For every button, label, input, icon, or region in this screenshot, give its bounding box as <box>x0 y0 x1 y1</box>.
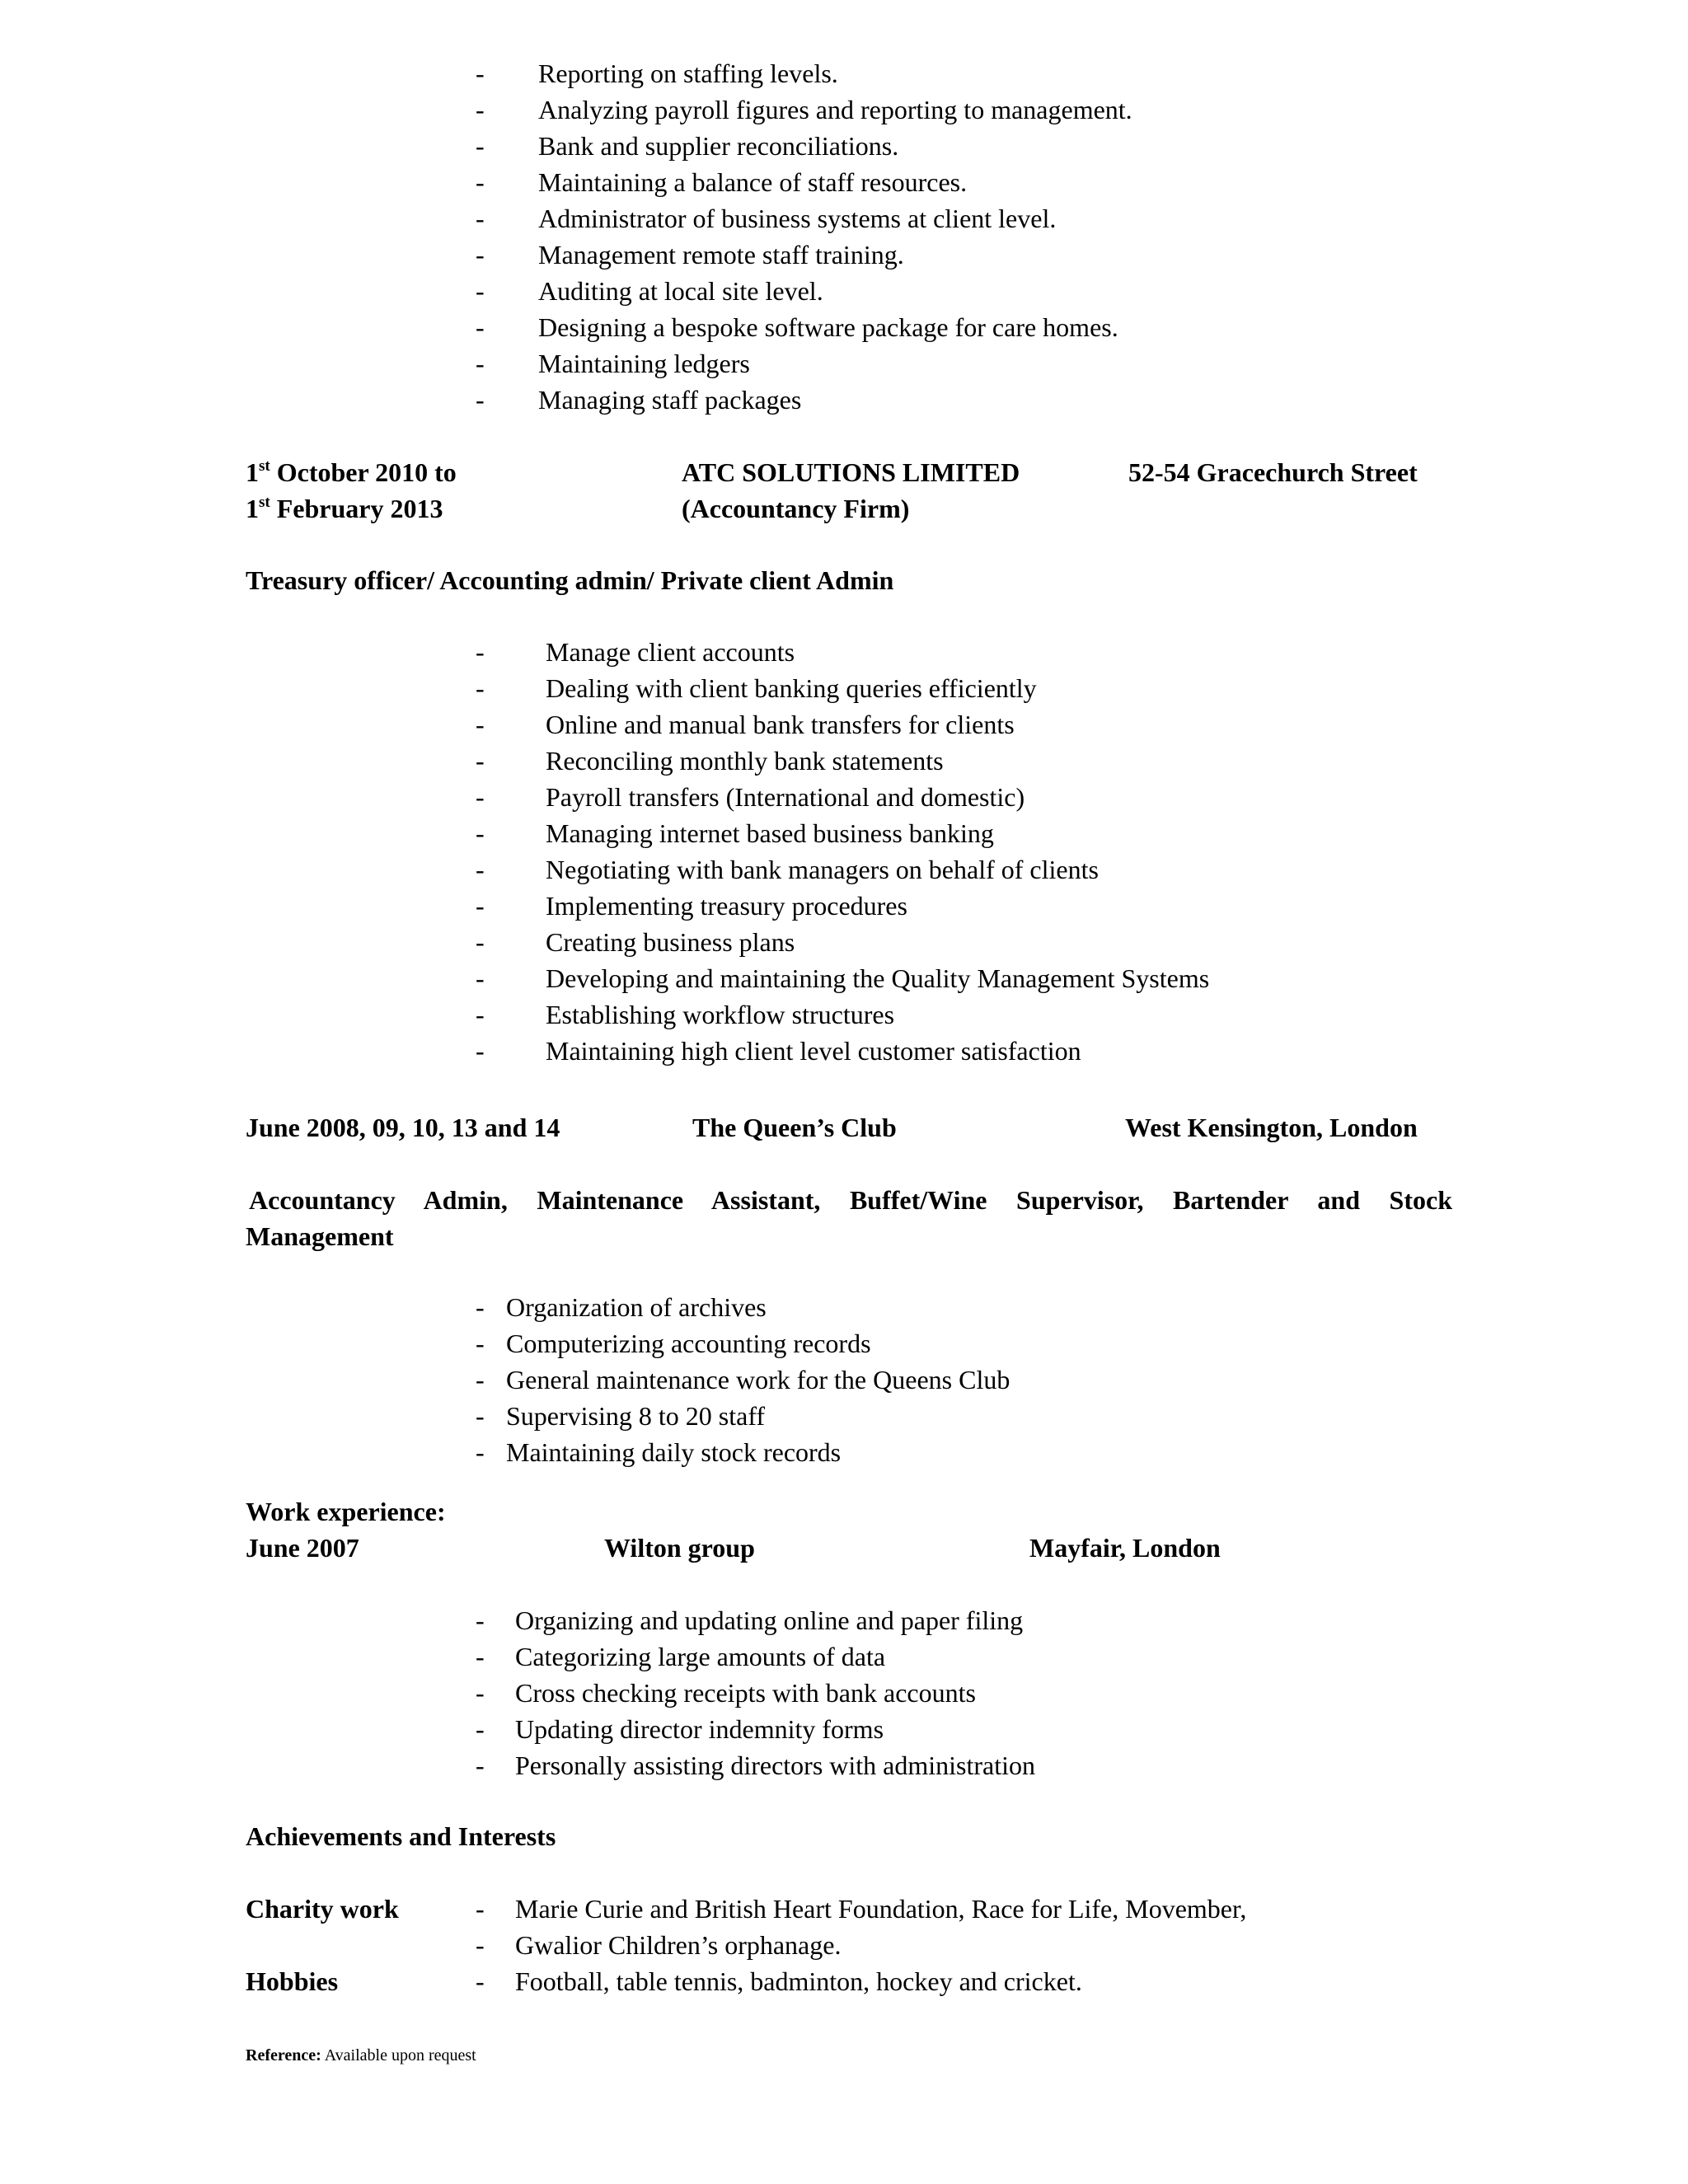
list-item: - Establishing workflow structures <box>476 1000 895 1029</box>
queens-location: West Kensington, London <box>1125 1113 1418 1142</box>
achievements-heading: Achievements and Interests <box>246 1821 556 1851</box>
charity-list <box>476 1896 1246 1968</box>
list-item: - Categorizing large amounts of data <box>476 1642 886 1671</box>
list-item: - Negotiating with bank managers on behalf of clients <box>476 855 1099 884</box>
list-item: - Gwalior Children’s orphanage. <box>476 1930 842 1960</box>
wilton-company: Wilton group <box>604 1533 755 1563</box>
queens-role-line1: Accountancy Admin, Maintenance Assistant, Buffet/Wine Supervisor, Bartender and Stock <box>249 1185 1452 1215</box>
list-item: - Computerizing accounting records <box>476 1329 871 1358</box>
wilton-date: June 2007 <box>246 1533 359 1563</box>
charity-label: Charity work <box>246 1894 399 1924</box>
list-item: - General maintenance work for the Queens Club <box>476 1365 1010 1394</box>
list-item: - Manage client accounts <box>476 637 795 667</box>
list-item: - Personally assisting directors with administration <box>476 1750 1036 1780</box>
list-item: - Supervising 8 to 20 staff <box>476 1401 766 1431</box>
queens-company: The Queen’s Club <box>692 1113 897 1142</box>
reference-label: Reference: <box>246 2046 321 2064</box>
list-item: - Marie Curie and British Heart Foundation, Race for Life, Movember, <box>476 1894 1247 1924</box>
queens-role-line2: Management <box>246 1221 394 1251</box>
reference-note <box>246 2047 476 2064</box>
list-item: - Football, table tennis, badminton, hockey and cricket. <box>476 1966 1082 1996</box>
list-item: - Payroll transfers (International and domestic) <box>476 782 1025 812</box>
wilton-duties-list <box>476 1607 1035 1788</box>
reference-text: Available upon request <box>321 2046 476 2064</box>
hobbies-label: Hobbies <box>246 1966 339 1996</box>
list-item: - Managing internet based business banking <box>476 818 994 848</box>
list-item: - Reporting on staffing levels. <box>476 59 838 88</box>
atc-role: Treasury officer/ Accounting admin/ Private client Admin <box>246 565 894 595</box>
list-item: - Creating business plans <box>476 927 795 957</box>
list-item: - Analyzing payroll figures and reporting to management. <box>476 95 1132 124</box>
work-experience-heading: Work experience: <box>246 1497 446 1526</box>
wilton-location: Mayfair, London <box>1029 1533 1221 1563</box>
atc-date-end: 1st February 2013 <box>246 494 443 523</box>
list-item: - Auditing at local site level. <box>476 276 823 306</box>
queens-duties-list <box>476 1294 1010 1475</box>
top-duties-list <box>476 60 1132 423</box>
atc-duties-list <box>476 639 1209 1074</box>
list-item: - Implementing treasury procedures <box>476 891 907 921</box>
atc-company: ATC SOLUTIONS LIMITED <box>682 457 1020 487</box>
list-item: - Managing staff packages <box>476 385 802 415</box>
list-item: - Online and manual bank transfers for clients <box>476 710 1015 739</box>
list-item: - Organization of archives <box>476 1292 767 1322</box>
list-item: - Developing and maintaining the Quality Management Systems <box>476 963 1210 993</box>
list-item: - Maintaining ledgers <box>476 349 750 378</box>
list-item: - Administrator of business systems at client level. <box>476 204 1057 233</box>
list-item: - Updating director indemnity forms <box>476 1714 884 1744</box>
list-item: - Maintaining daily stock records <box>476 1437 842 1467</box>
queens-date: June 2008, 09, 10, 13 and 14 <box>246 1113 560 1142</box>
list-item: - Reconciling monthly bank statements <box>476 746 944 776</box>
list-item: - Cross checking receipts with bank accounts <box>476 1678 976 1708</box>
list-item: - Management remote staff training. <box>476 240 904 269</box>
atc-address: 52-54 Gracechurch Street <box>1128 457 1418 487</box>
atc-company-sub: (Accountancy Firm) <box>682 494 910 523</box>
list-item: - Designing a bespoke software package for care homes. <box>476 312 1118 342</box>
list-item: - Bank and supplier reconciliations. <box>476 131 899 161</box>
list-item: - Maintaining high client level customer satisfaction <box>476 1036 1081 1066</box>
hobbies-list <box>476 1968 1082 2004</box>
list-item: - Dealing with client banking queries efficiently <box>476 673 1037 703</box>
list-item: - Organizing and updating online and paper filing <box>476 1605 1024 1635</box>
atc-date-start: 1st October 2010 to <box>246 457 457 487</box>
list-item: - Maintaining a balance of staff resources. <box>476 167 968 197</box>
